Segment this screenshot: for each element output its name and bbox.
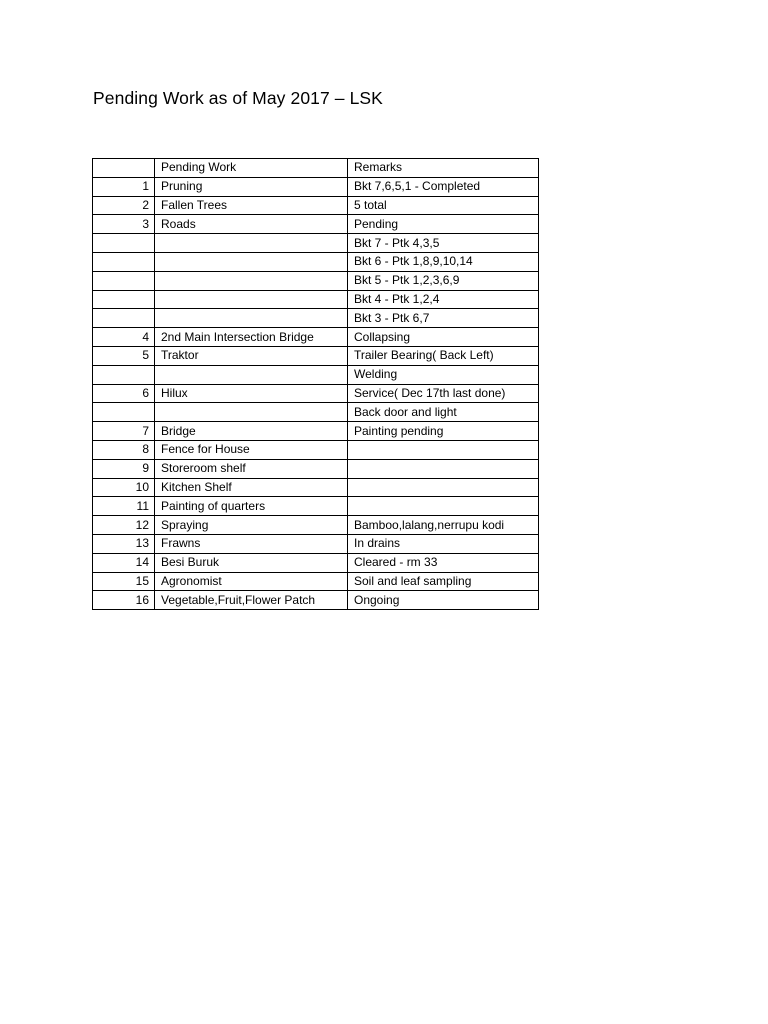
row-pending-work: Vegetable,Fruit,Flower Patch — [155, 591, 348, 610]
row-number: 5 — [93, 346, 155, 365]
table-row — [93, 422, 539, 441]
row-remarks — [348, 440, 539, 459]
row-number: 7 — [93, 422, 155, 441]
row-pending-work — [155, 309, 348, 328]
table-row — [93, 365, 539, 384]
row-pending-work: Storeroom shelf — [155, 459, 348, 478]
row-remarks — [348, 497, 539, 516]
table-row — [93, 196, 539, 215]
row-remarks: Bkt 6 - Ptk 1,8,9,10,14 — [348, 252, 539, 271]
row-number: 1 — [93, 177, 155, 196]
table-row — [93, 591, 539, 610]
row-pending-work: Spraying — [155, 516, 348, 535]
table-row — [93, 478, 539, 497]
row-remarks: Service( Dec 17th last done) — [348, 384, 539, 403]
table-header-row — [93, 159, 539, 178]
row-number: 16 — [93, 591, 155, 610]
row-remarks: Trailer Bearing( Back Left) — [348, 346, 539, 365]
row-pending-work: Fence for House — [155, 440, 348, 459]
row-remarks: Bkt 7,6,5,1 - Completed — [348, 177, 539, 196]
row-number: 14 — [93, 553, 155, 572]
row-pending-work — [155, 365, 348, 384]
row-number — [93, 290, 155, 309]
table-row — [93, 346, 539, 365]
table-row — [93, 215, 539, 234]
row-remarks: Soil and leaf sampling — [348, 572, 539, 591]
row-remarks: Pending — [348, 215, 539, 234]
row-pending-work: Kitchen Shelf — [155, 478, 348, 497]
row-remarks: 5 total — [348, 196, 539, 215]
row-pending-work: Besi Buruk — [155, 553, 348, 572]
row-pending-work: Frawns — [155, 534, 348, 553]
row-remarks: Back door and light — [348, 403, 539, 422]
row-pending-work: Hilux — [155, 384, 348, 403]
row-number: 11 — [93, 497, 155, 516]
row-number: 4 — [93, 328, 155, 347]
table-row — [93, 534, 539, 553]
row-pending-work: Roads — [155, 215, 348, 234]
row-pending-work: Painting of quarters — [155, 497, 348, 516]
row-remarks: Bkt 4 - Ptk 1,2,4 — [348, 290, 539, 309]
table-row — [93, 572, 539, 591]
row-remarks — [348, 459, 539, 478]
table-row — [93, 252, 539, 271]
header-number — [93, 159, 155, 178]
row-remarks: Bkt 3 - Ptk 6,7 — [348, 309, 539, 328]
header-remarks: Remarks — [348, 159, 539, 178]
row-remarks: Collapsing — [348, 328, 539, 347]
row-pending-work — [155, 403, 348, 422]
row-number: 8 — [93, 440, 155, 459]
row-remarks: Bkt 7 - Ptk 4,3,5 — [348, 234, 539, 253]
row-pending-work: Fallen Trees — [155, 196, 348, 215]
row-remarks: Bamboo,lalang,nerrupu kodi — [348, 516, 539, 535]
row-number: 15 — [93, 572, 155, 591]
row-number: 12 — [93, 516, 155, 535]
row-pending-work — [155, 252, 348, 271]
row-number — [93, 365, 155, 384]
table-row — [93, 271, 539, 290]
header-pending-work: Pending Work — [155, 159, 348, 178]
row-remarks: Cleared - rm 33 — [348, 553, 539, 572]
row-pending-work: Agronomist — [155, 572, 348, 591]
table-body — [93, 159, 539, 610]
table-row — [93, 553, 539, 572]
table-row — [93, 384, 539, 403]
row-remarks: Welding — [348, 365, 539, 384]
table-row — [93, 328, 539, 347]
row-remarks: Bkt 5 - Ptk 1,2,3,6,9 — [348, 271, 539, 290]
row-remarks: Ongoing — [348, 591, 539, 610]
document-title: Pending Work as of May 2017 – LSK — [93, 88, 383, 108]
row-number — [93, 309, 155, 328]
row-number — [93, 271, 155, 290]
row-pending-work: Pruning — [155, 177, 348, 196]
row-remarks: In drains — [348, 534, 539, 553]
row-number — [93, 234, 155, 253]
row-pending-work: Traktor — [155, 346, 348, 365]
row-number: 9 — [93, 459, 155, 478]
table-row — [93, 177, 539, 196]
table-row — [93, 497, 539, 516]
row-number: 10 — [93, 478, 155, 497]
table-row — [93, 440, 539, 459]
row-pending-work — [155, 271, 348, 290]
row-number — [93, 252, 155, 271]
row-number: 13 — [93, 534, 155, 553]
row-pending-work — [155, 290, 348, 309]
table-row — [93, 459, 539, 478]
row-number — [93, 403, 155, 422]
row-pending-work: Bridge — [155, 422, 348, 441]
table-row — [93, 309, 539, 328]
table-row — [93, 403, 539, 422]
row-pending-work: 2nd Main Intersection Bridge — [155, 328, 348, 347]
table-row — [93, 290, 539, 309]
row-remarks — [348, 478, 539, 497]
row-pending-work — [155, 234, 348, 253]
pending-work-table — [92, 158, 539, 610]
table-row — [93, 516, 539, 535]
row-number: 3 — [93, 215, 155, 234]
row-number: 6 — [93, 384, 155, 403]
table-row — [93, 234, 539, 253]
row-remarks: Painting pending — [348, 422, 539, 441]
row-number: 2 — [93, 196, 155, 215]
